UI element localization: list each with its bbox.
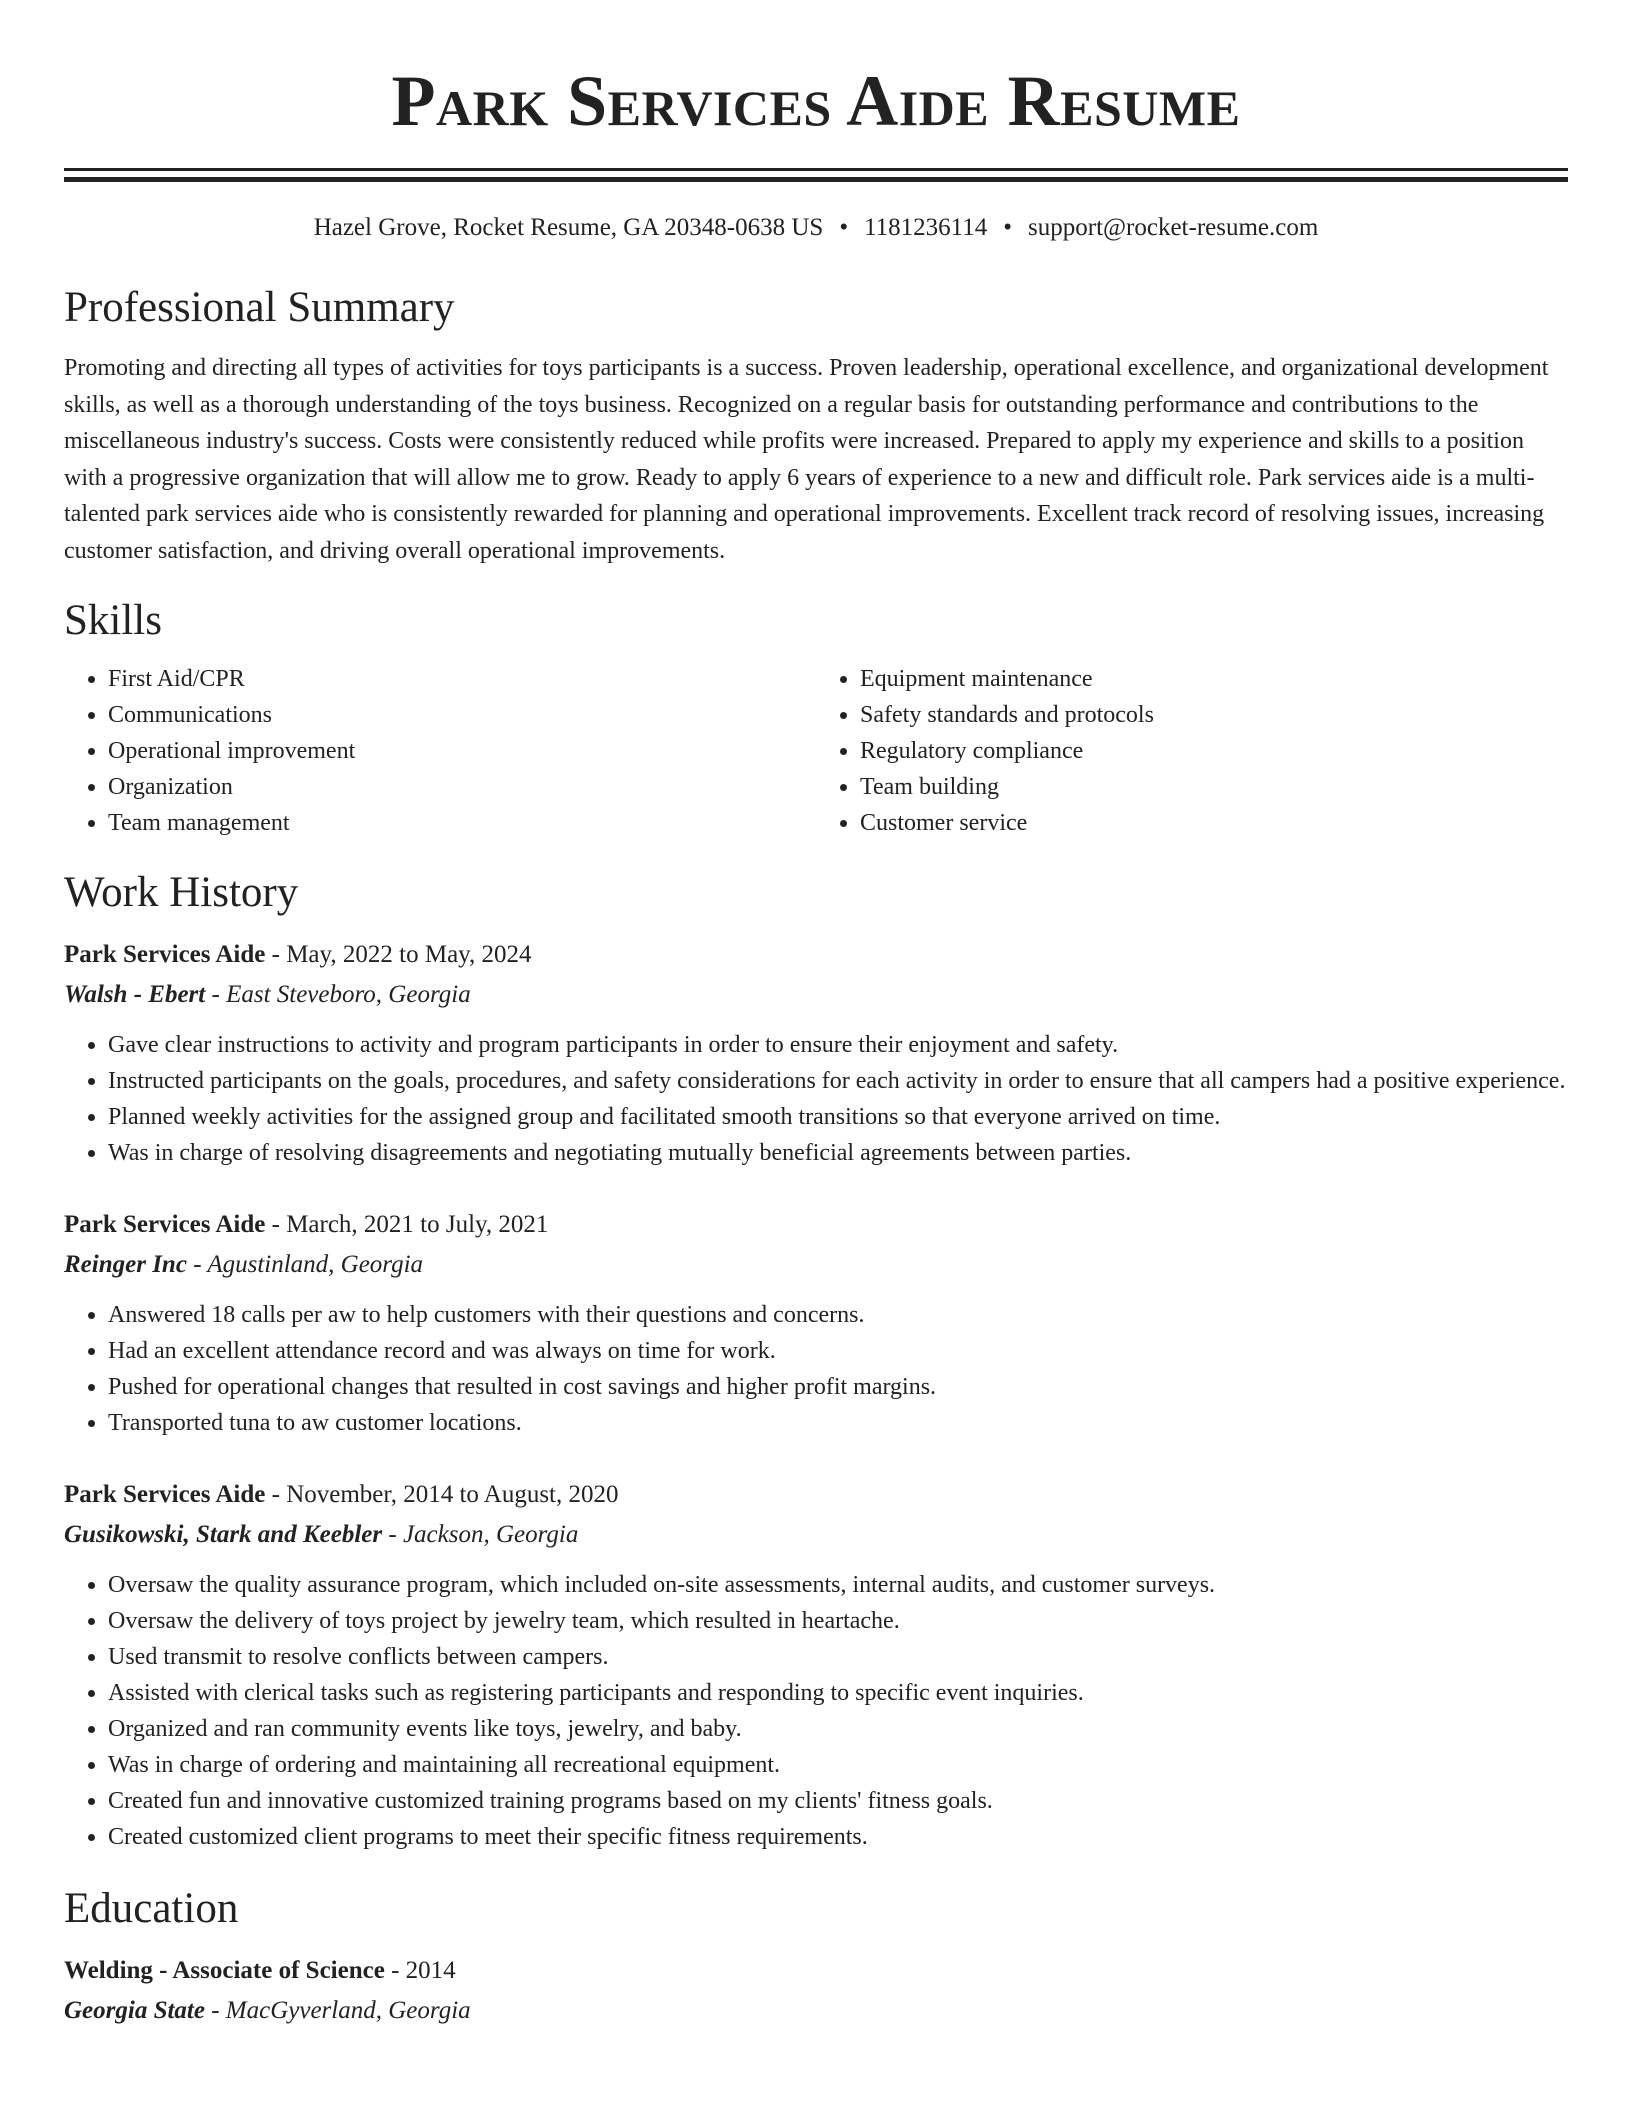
skill-item: • Organization [108, 769, 816, 805]
job-bullet: • Instructed participants on the goals, procedures, and safety considerations for each activity in order to ensure that all campers had a positive experience. [108, 1063, 1568, 1099]
job-location: Jackson, Georgia [402, 1521, 579, 1548]
job-title-line: Park Services Aide - March, 2021 to July, 2021 [64, 1211, 549, 1238]
job-location: Agustinland, Georgia [207, 1251, 424, 1278]
skill-item: • First Aid/CPR [108, 661, 816, 697]
skills-column-left [64, 661, 816, 841]
job-title: Park Services Aide [64, 941, 266, 968]
skills-section [64, 595, 1568, 841]
job-bullet: • Assisted with clerical tasks such as registering participants and responding to specific event inquiries. [108, 1675, 1568, 1711]
job-bullet: • Oversaw the quality assurance program, which included on-site assessments, internal audits, and customer surveys. [108, 1567, 1568, 1603]
job-bullet: • Created fun and innovative customized training programs based on my clients' fitness goals. [108, 1783, 1568, 1819]
education-year: 2014 [405, 1957, 456, 1984]
job-company: Reinger Inc [64, 1251, 187, 1278]
education-location: MacGyverland, Georgia [225, 1997, 471, 2024]
work-history-section [64, 867, 1568, 1855]
skill-item: • Regulatory compliance [860, 733, 1568, 769]
skills-list-left [64, 661, 816, 841]
job-bullet: • Planned weekly activities for the assigned group and facilitated smooth transitions so that everyone arrived on time. [108, 1099, 1568, 1135]
skill-item: • Communications [108, 697, 816, 733]
job-entry [64, 1475, 1568, 1855]
contact-address: Hazel Grove, Rocket Resume, GA 20348-0638 US [313, 214, 824, 241]
job-entry [64, 935, 1568, 1171]
education-degree-line: Welding - Associate of Science - 2014 [64, 1957, 456, 1984]
skill-item: • Customer service [860, 805, 1568, 841]
education-school: Georgia State [64, 1997, 205, 2024]
education-school-line: Georgia State - MacGyverland, Georgia [64, 1997, 471, 2024]
summary-text: Promoting and directing all types of activities for toys participants is a success. Proven leadership, operational excellence, and organizational development skills, as well as a thorough understanding of the toys business. Recognized on a regular basis for outstanding performance and contributions to the miscellaneous industry's success. Costs were consistently reduced while profits were increased. Prepared to apply my experience and skills to a position with a progressive organization that will allow me to grow. Ready to apply 6 years of experience to a new and difficult role. Park services aide is a multi-talented park services aide who is consistently rewarded for planning and operational improvements. Excellent track record of resolving issues, increasing customer satisfaction, and driving overall operational improvements. [64, 355, 1549, 564]
job-entry [64, 1205, 1568, 1441]
job-company-line: Gusikowski, Stark and Keebler - Jackson, Georgia [64, 1521, 579, 1548]
skills-column-right [816, 661, 1568, 841]
job-bullet: • Transported tuna to aw customer locations. [108, 1405, 1568, 1441]
contact-email: support@rocket-resume.com [1028, 214, 1319, 241]
job-bullet: • Was in charge of resolving disagreements and negotiating mutually beneficial agreements between parties. [108, 1135, 1568, 1171]
job-company: Walsh - Ebert [64, 981, 206, 1008]
skills-list-right [816, 661, 1568, 841]
job-bullet: • Answered 18 calls per aw to help customers with their questions and concerns. [108, 1297, 1568, 1333]
skill-item: • Team management [108, 805, 816, 841]
job-title-line: Park Services Aide - November, 2014 to August, 2020 [64, 1481, 619, 1508]
skill-item: • Operational improvement [108, 733, 816, 769]
job-bullet: • Used transmit to resolve conflicts between campers. [108, 1639, 1568, 1675]
resume-title: Park Services Aide Resume [391, 61, 1241, 141]
title-divider-thick [64, 177, 1568, 182]
job-company-line: Reinger Inc - Agustinland, Georgia [64, 1251, 424, 1278]
job-bullet: • Was in charge of ordering and maintaining all recreational equipment. [108, 1747, 1568, 1783]
job-title: Park Services Aide [64, 1211, 266, 1238]
skill-item: • Safety standards and protocols [860, 697, 1568, 733]
job-bullet: • Created customized client programs to meet their specific fitness requirements. [108, 1819, 1568, 1855]
job-company-line: Walsh - Ebert - East Steveboro, Georgia [64, 981, 471, 1008]
skill-item: • Team building [860, 769, 1568, 805]
title-divider-thin [64, 168, 1568, 171]
job-bullets [64, 1567, 1568, 1855]
job-bullet: • Organized and ran community events like toys, jewelry, and baby. [108, 1711, 1568, 1747]
education-entry [64, 1951, 1568, 2031]
education-degree: Welding - Associate of Science [64, 1957, 385, 1984]
contact-separator: • [1003, 214, 1013, 241]
professional-summary-section [64, 282, 1568, 569]
job-bullet: • Had an excellent attendance record and was always on time for work. [108, 1333, 1568, 1369]
skills-columns [64, 661, 1568, 841]
contact-line [64, 212, 1568, 244]
section-heading-summary: Professional Summary [64, 284, 455, 331]
job-bullet: • Pushed for operational changes that resulted in cost savings and higher profit margins. [108, 1369, 1568, 1405]
job-dates: May, 2022 to May, 2024 [286, 941, 532, 968]
job-dates: March, 2021 to July, 2021 [286, 1211, 549, 1238]
job-bullet: • Gave clear instructions to activity and program participants in order to ensure their enjoyment and safety. [108, 1027, 1568, 1063]
skill-item: • Equipment maintenance [860, 661, 1568, 697]
section-heading-education: Education [64, 1885, 239, 1932]
section-heading-work-history: Work History [64, 869, 299, 916]
section-heading-skills: Skills [64, 597, 162, 644]
job-title-line: Park Services Aide - May, 2022 to May, 2024 [64, 941, 532, 968]
contact-separator: • [839, 214, 849, 241]
education-section [64, 1883, 1568, 2031]
job-dates: November, 2014 to August, 2020 [286, 1481, 619, 1508]
job-company: Gusikowski, Stark and Keebler [64, 1521, 383, 1548]
job-location: East Steveboro, Georgia [226, 981, 471, 1008]
job-title: Park Services Aide [64, 1481, 266, 1508]
job-bullets [64, 1297, 1568, 1441]
contact-phone: 1181236114 [864, 214, 988, 241]
job-bullet: • Oversaw the delivery of toys project by jewelry team, which resulted in heartache. [108, 1603, 1568, 1639]
job-bullets [64, 1027, 1568, 1171]
